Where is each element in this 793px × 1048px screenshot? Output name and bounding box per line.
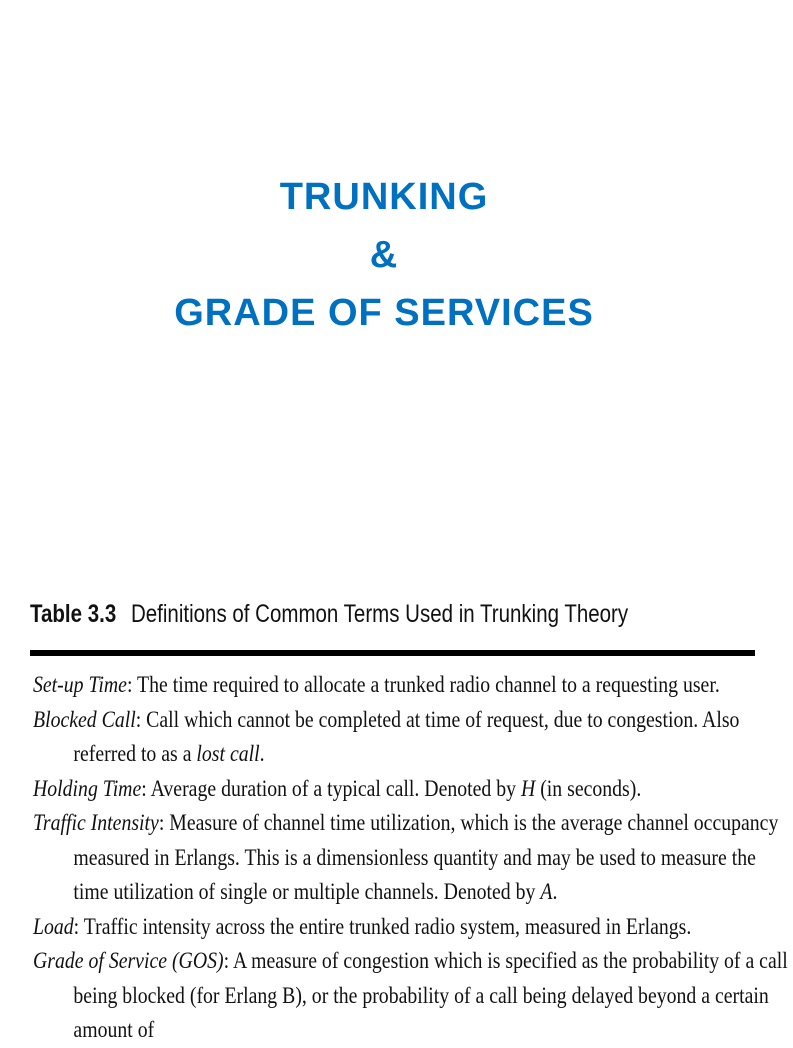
table-caption-text: Definitions of Common Terms Used in Trunking Theory xyxy=(130,600,629,628)
definition-term: Traffic Intensity xyxy=(33,810,159,835)
definition-text-after: (in seconds). xyxy=(535,775,642,801)
definition-term: Set-up Time xyxy=(33,672,127,697)
definition-term: Grade of Service (GOS) xyxy=(33,948,224,973)
title-line-grade-of-services: GRADE OF SERVICES xyxy=(174,292,594,334)
definition-term: Load xyxy=(33,913,74,939)
definitions-list xyxy=(33,668,788,1048)
definition-grade-of-service xyxy=(33,944,793,1048)
definition-italic-symbol: A xyxy=(540,879,553,904)
definition-traffic-intensity xyxy=(33,806,793,910)
definition-setup-time xyxy=(33,668,793,703)
definition-text: : A measure of congestion which is specified as the probability of a call being blocked (for Erlang B), or the probability of a call being delayed beyond a certain amount of xyxy=(73,948,788,1042)
definition-holding-time xyxy=(33,772,793,807)
definition-text: : Traffic intensity across the entire trunked radio system, measured in Erlangs. xyxy=(73,913,692,939)
definition-italic-term: lost call xyxy=(196,741,260,766)
table-label: Table 3.3 xyxy=(30,600,117,628)
definition-term: Holding Time xyxy=(33,775,142,801)
table-top-rule xyxy=(30,650,755,656)
definition-text: : Call which cannot be completed at time of request, due to congestion. Also referred to as a xyxy=(73,706,740,766)
title-line-trunking: TRUNKING xyxy=(279,176,489,218)
definition-term: Blocked Call xyxy=(33,706,136,732)
definition-text: : Average duration of a typical call. Denoted by xyxy=(141,775,521,801)
definition-text-after: . xyxy=(259,741,265,766)
definition-load xyxy=(33,910,793,945)
title-line-ampersand: & xyxy=(369,234,399,276)
definition-blocked-call xyxy=(33,703,793,772)
definition-text-after: . xyxy=(552,879,558,904)
definition-text: : Measure of channel time utilization, which is the average channel occupancy measured in Erlangs. This is a dimensionless quantity and may be used to measure the time utilization of single or multiple channels. Denoted by xyxy=(73,810,779,904)
table-caption xyxy=(30,600,628,629)
definition-text: : The time required to allocate a trunked radio channel to a requesting user. xyxy=(126,672,720,697)
slide-title xyxy=(0,168,768,342)
definition-italic-symbol: H xyxy=(520,775,536,801)
